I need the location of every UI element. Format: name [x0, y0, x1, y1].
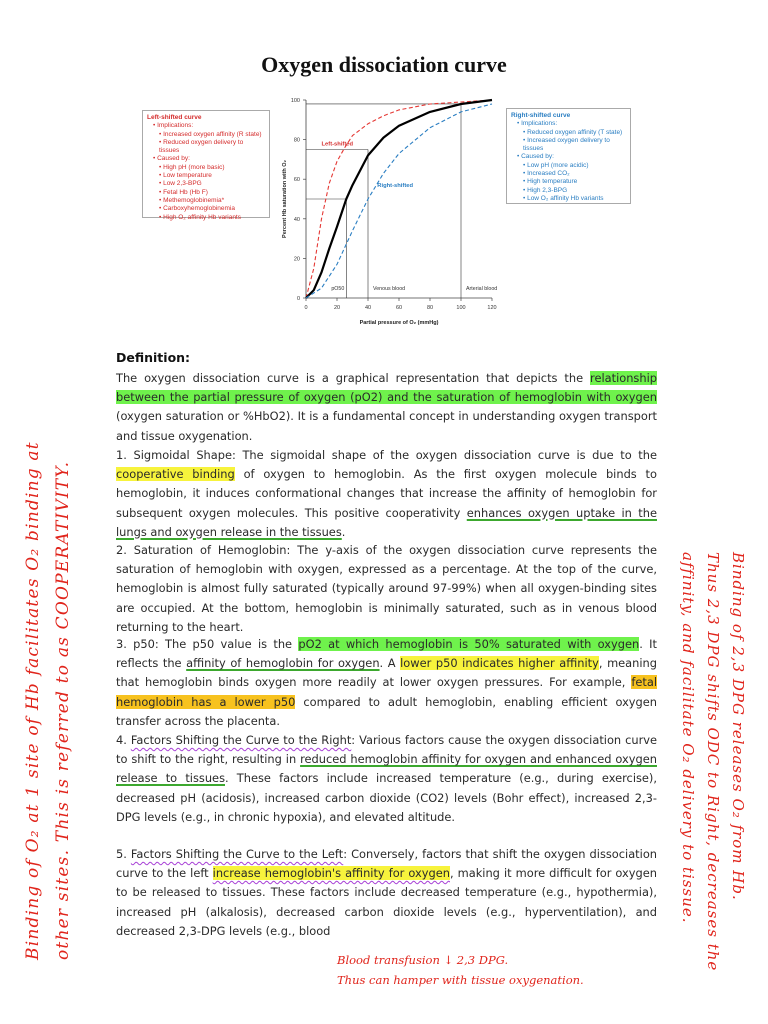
left-box-cause: • Carboxyhemoglobinemia [159, 205, 235, 213]
arterial-blood-label: Arterial blood [466, 286, 498, 292]
handwritten-note-2-3-dpg [675, 552, 750, 972]
x-tick-label: 20 [333, 305, 341, 311]
definition-paragraph [116, 369, 657, 446]
y-tick-label: 0 [296, 296, 300, 302]
left-box-caused-by-label: • Caused by: [153, 155, 190, 163]
y-axis-title: Percent Hb saturation with O₂ [282, 160, 288, 238]
y-tick-label: 40 [293, 216, 300, 223]
right-box-cause: • Low O₂ affinity Hb variants [523, 194, 604, 202]
venous-blood-label: Venous blood [373, 286, 406, 292]
x-axis-title: Partial pressure of O₂ (mmHg) [359, 320, 439, 326]
text-run: . A [379, 656, 401, 671]
x-tick-label: 80 [426, 305, 434, 311]
left-box-cause: • High pH (more basic) [159, 163, 225, 171]
text-run: 5. [116, 847, 131, 861]
text-run: of oxygen to hemoglobin. As the first oxygen molecule binds to hemoglobin, it induces conformational changes that increase the affinity of hemoglobin for subsequent oxygen molecules. This positive cooperativity [116, 467, 657, 520]
handwritten-note-transfusion [337, 950, 584, 990]
text-run: : Various factors cause the oxygen dissociation curve to shift to the right, resulting in [116, 733, 658, 767]
text-run: . [341, 524, 346, 539]
right-box-cause: • High 2,3-BPG [523, 186, 568, 194]
note-line: other sites. This is referred to as COOPERATIVITY. [53, 460, 73, 960]
text-run: 1. Sigmoidal Shape: The sigmoidal shape of the oxygen dissociation curve is due to the [116, 448, 657, 462]
note-line: Thus can hamper with tissue oxygenation. [337, 973, 584, 987]
note-line: Blood transfusion ↓ 2,3 DPG. [337, 953, 509, 967]
x-tick-label: 120 [487, 305, 497, 311]
right-shifted-curve [306, 104, 492, 298]
left-shifted-info-box [142, 110, 270, 221]
text-run: : Conversely, factors that shift the oxygen dissociation curve to the left [116, 847, 658, 881]
underlined-phrase: enhances oxygen uptake in the lungs and oxygen release in the tissues [116, 505, 657, 539]
y-tick-label: 20 [293, 256, 300, 263]
y-tick-label: 60 [293, 177, 300, 184]
text-run: 3. p50: The p50 value is the [116, 637, 299, 651]
x-tick-label: 60 [395, 305, 403, 311]
wavy-underlined-phrase: Factors Shifting the Curve to the Left [130, 847, 344, 861]
paragraph-right-shift [116, 731, 657, 827]
left-box-implication: • Reduced oxygen delivery to tissues [159, 138, 244, 155]
right-box-implication: • Reduced oxygen affinity (T state) [523, 128, 623, 136]
x-tick-label: 40 [364, 305, 372, 311]
left-box-cause: • Methemoglobinemia* [159, 196, 225, 204]
p50-label: pO50 [331, 286, 345, 292]
y-tick-label: 100 [290, 98, 300, 104]
paragraph-left-shift [116, 845, 657, 941]
right-shifted-label: Right-shifted [377, 183, 414, 190]
paragraph-saturation [116, 541, 657, 637]
x-tick-label: 100 [456, 305, 466, 311]
highlighted-phrase: cooperative binding [116, 467, 235, 482]
left-box-cause: • High O₂ affinity Hb variants [159, 213, 241, 221]
left-box-cause: • Fetal Hb (Hb F) [159, 188, 208, 196]
paragraph-sigmoidal-shape [116, 446, 657, 542]
right-shifted-info-box [506, 108, 631, 204]
highlighted-phrase: lower p50 indicates higher affinity [400, 656, 599, 671]
right-box-caused-by-label: • Caused by: [517, 153, 554, 161]
right-box-cause: • High temperature [523, 178, 578, 186]
highlighted-phrase: pO2 at which hemoglobin is 50% saturated with oxygen [298, 637, 640, 651]
note-line: Thus 2,3 DPG shifts ODC to Right, decreases the [704, 552, 722, 972]
right-box-implications-label: • Implications: [517, 120, 558, 128]
text-run: The oxygen dissociation curve is a graphical representation that depicts the [116, 371, 591, 385]
y-tick-label: 80 [293, 137, 300, 144]
dissociation-chart [272, 92, 504, 332]
left-box-cause: • Low temperature [159, 172, 212, 180]
text-run: . These factors include increased temperature (e.g., during exercise), decreased pH (acidosis), increased carbon dioxide (CO2) levels (Bohr effect), increased 2,3-DPG levels (e.g., in chronic hypoxia), and elevated altitude. [116, 771, 657, 824]
paragraph-p50 [116, 635, 657, 731]
handwritten-note-cooperativity [18, 390, 78, 960]
text-run: (oxygen saturation or %HbO2). It is a fundamental concept in understanding oxygen transport and tissue oxygenation. [116, 409, 657, 443]
underlined-phrase: affinity of hemoglobin for oxygen [186, 656, 380, 671]
highlighted-phrase: fetal hemoglobin has a lower p50 [116, 675, 657, 709]
text-run: , making it more difficult for oxygen to be released to tissues. These factors include decreased temperature (e.g., hypothermia), increased pH (alkalosis), decreased carbon dioxide levels (e.g., hyperventilation), and decreased 2,3-DPG levels (e.g., blood [116, 866, 657, 938]
highlighted-phrase: relationship between the partial pressure of oxygen (pO2) and the saturation of hemoglobin with oxygen [116, 371, 657, 405]
note-line: Binding of 2,3 DPG releases O₂ from Hb. [729, 552, 747, 901]
x-tick-label: 0 [304, 305, 308, 311]
note-line: affinity, and facilitate O₂ delivery to tissue. [679, 552, 697, 924]
oxygen-dissociation-figure [142, 92, 632, 332]
text-run: compared to adult hemoglobin, enabling efficient oxygen transfer across the placenta. [116, 694, 658, 728]
right-box-cause: • Low pH (more acidic) [523, 161, 589, 169]
underlined-phrase: reduced hemoglobin affinity for oxygen and enhanced oxygen release to tissues [116, 752, 657, 786]
right-box-heading: Right-shifted curve [511, 112, 571, 119]
text-run: . It reflects the [116, 637, 657, 671]
left-shifted-label: Left-shifted [321, 141, 354, 148]
text-run: 4. [116, 733, 131, 747]
right-box-cause: • Increased CO₂ [523, 170, 570, 178]
left-box-heading: Left-shifted curve [147, 114, 202, 121]
text-run: 2. Saturation of Hemoglobin: The y-axis of the oxygen dissociation curve represents the saturation of hemoglobin with oxygen, expressed as a percentage. At the top of the curve, hemoglobin is almost fully saturated (typically around 97-99%) when all oxygen-binding sites are occupied. At the bottom, hemoglobin is minimally saturated, such as in venous blood returning to the heart. [116, 543, 657, 634]
left-box-implications-label: • Implications: [153, 122, 194, 130]
note-line: Binding of O₂ at 1 site of Hb facilitates O₂ binding at [23, 441, 43, 960]
definition-heading: Definition: [116, 350, 191, 365]
page-title: Oxygen dissociation curve [261, 52, 507, 77]
left-box-cause: • Low 2,3-BPG [159, 180, 202, 188]
highlighted-phrase: increase hemoglobin's affinity for oxygen [212, 866, 450, 881]
left-box-implication: • Increased oxygen affinity (R state) [159, 130, 262, 138]
right-box-implication: • Increased oxygen delivery to tissues [523, 136, 610, 153]
wavy-underlined-phrase: Factors Shifting the Curve to the Right [130, 733, 352, 747]
text-run: , meaning that hemoglobin binds oxygen more readily at lower oxygen pressures. For example, [116, 656, 657, 690]
